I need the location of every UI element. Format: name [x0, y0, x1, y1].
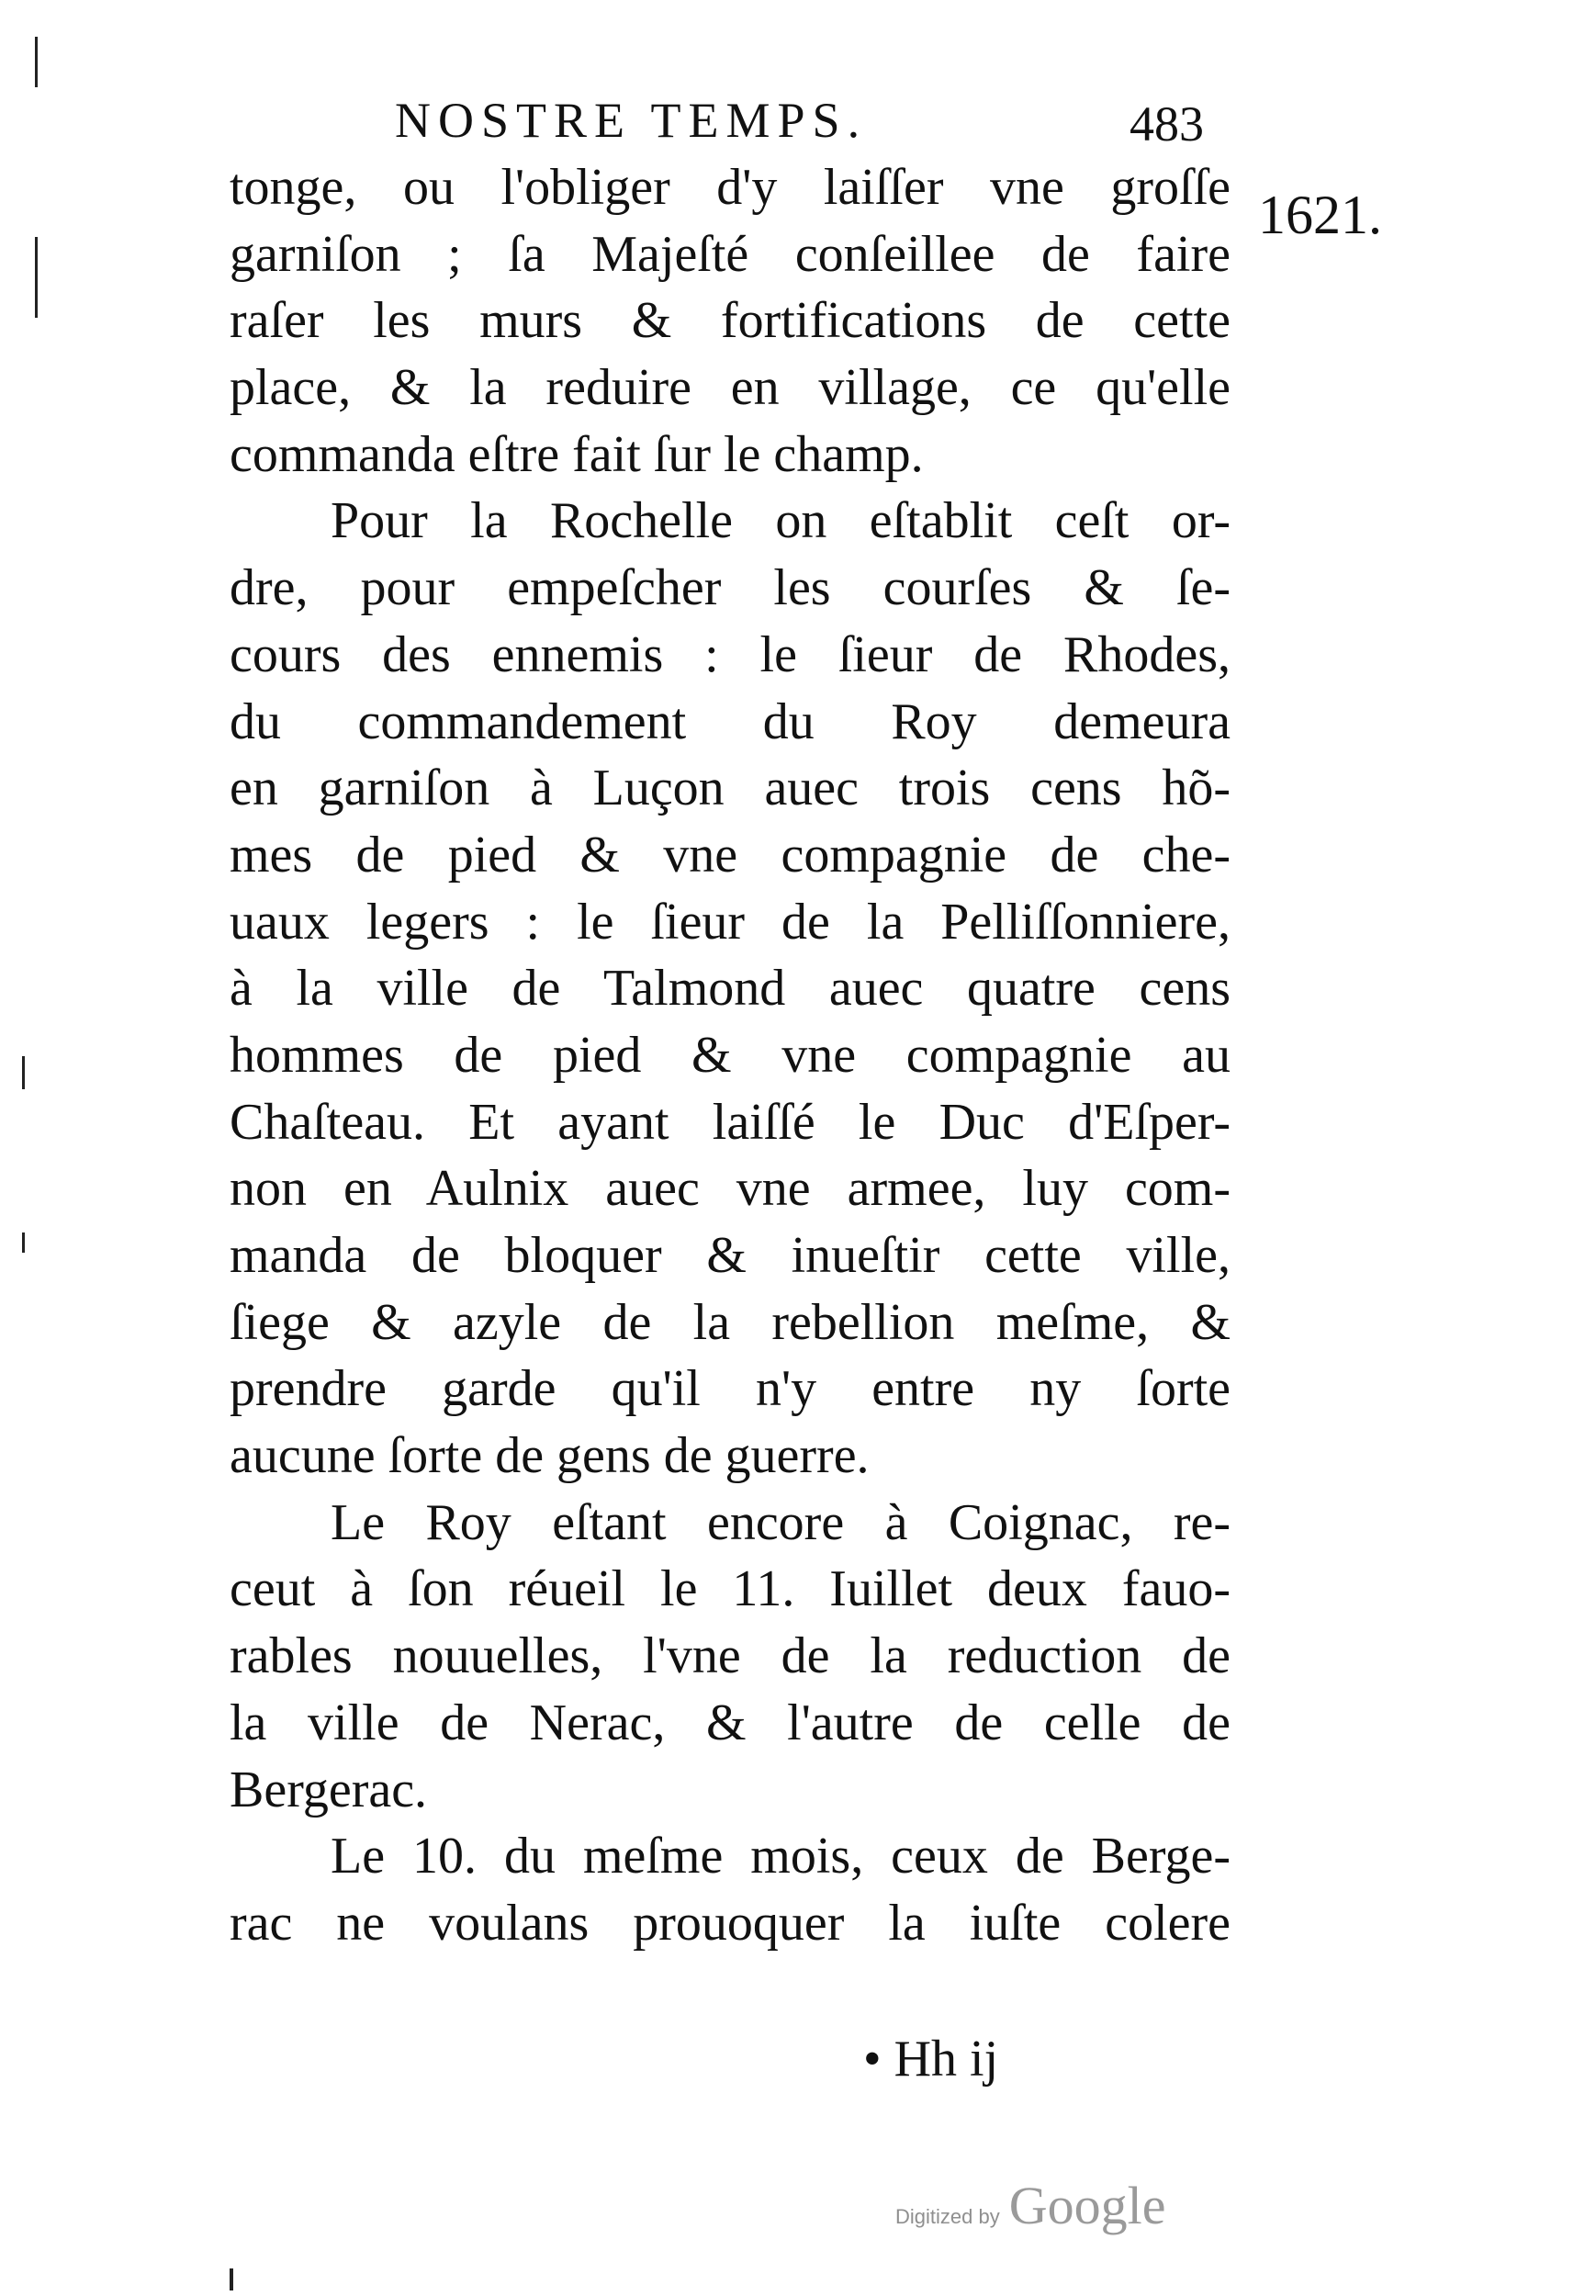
text-line: non en Aulnix auec vne armee, luy com- — [230, 1160, 1231, 1218]
google-logo: Google — [1008, 2176, 1166, 2235]
text-line: Bergerac. — [230, 1761, 428, 1818]
margin-mark-bottom-left — [230, 2268, 233, 2290]
text-line: dre, pour empeſcher les courſes & ſe- — [230, 559, 1231, 617]
text-line: du commandement du Roy demeura — [230, 692, 1231, 750]
margin-mark-left-1 — [35, 237, 38, 318]
text-line: mes de pied & vne compagnie de che- — [230, 826, 1231, 884]
text-line: hommes de pied & vne compagnie au — [230, 1026, 1231, 1084]
page-number: 483 — [1130, 96, 1204, 152]
text-line: à la ville de Talmond auec quatre cens — [230, 960, 1231, 1018]
margin-mark-left-2 — [22, 1056, 25, 1089]
text-line: aucune ſorte de gens de guerre. — [230, 1427, 870, 1485]
text-line: commanda eſtre fait ſur le champ. — [230, 425, 924, 483]
text-line: Chaſteau. Et ayant laiſſé le Duc d'Eſper- — [230, 1093, 1231, 1151]
margin-mark-top-left — [35, 37, 38, 87]
text-line: uaux legers : le ſieur de la Pelliſſonniere, — [230, 893, 1231, 951]
text-line: rables nouuelles, l'vne de la reduction de — [230, 1627, 1231, 1685]
text-line: manda de bloquer & inueſtir cette ville, — [230, 1227, 1231, 1284]
text-line: en garniſon à Luçon auec trois cens hõ- — [230, 760, 1231, 817]
text-line: prendre garde qu'il n'y entre ny ſorte — [230, 1360, 1231, 1418]
text-line: Pour la Rochelle on eſtablit ceſt or- — [331, 492, 1231, 550]
text-line: la ville de Nerac, & l'autre de celle de — [230, 1694, 1231, 1751]
text-line: Le Roy eſtant encore à Coignac, re- — [331, 1493, 1231, 1551]
text-line: raſer les murs & fortifications de cette — [230, 292, 1231, 350]
body-text — [230, 154, 1231, 1957]
running-head: NOSTRE TEMPS. — [395, 93, 868, 148]
margin-mark-left-3 — [22, 1232, 25, 1253]
text-line: garniſon ; ſa Majeſté conſeillee de faire — [230, 225, 1231, 283]
margin-year-note: 1621. — [1258, 185, 1382, 245]
digitized-label: Digitized by — [895, 2205, 1000, 2228]
text-line: tonge, ou l'obliger d'y laiſſer vne groſſe — [230, 159, 1231, 216]
text-line: ceut à ſon réueil le 11. Iuillet deux fauo- — [230, 1560, 1231, 1618]
signature-mark: • Hh ij — [863, 2031, 999, 2088]
text-line: ſiege & azyle de la rebellion meſme, & — [230, 1293, 1231, 1351]
text-line: place, & la reduire en village, ce qu'elle — [230, 359, 1231, 417]
text-line: rac ne voulans prouoquer la iuſte colere — [230, 1894, 1231, 1952]
text-line: cours des ennemis : le ſieur de Rhodes, — [230, 625, 1231, 683]
digitized-by-watermark — [895, 2175, 1165, 2236]
text-line: Le 10. du meſme mois, ceux de Berge- — [331, 1828, 1231, 1885]
